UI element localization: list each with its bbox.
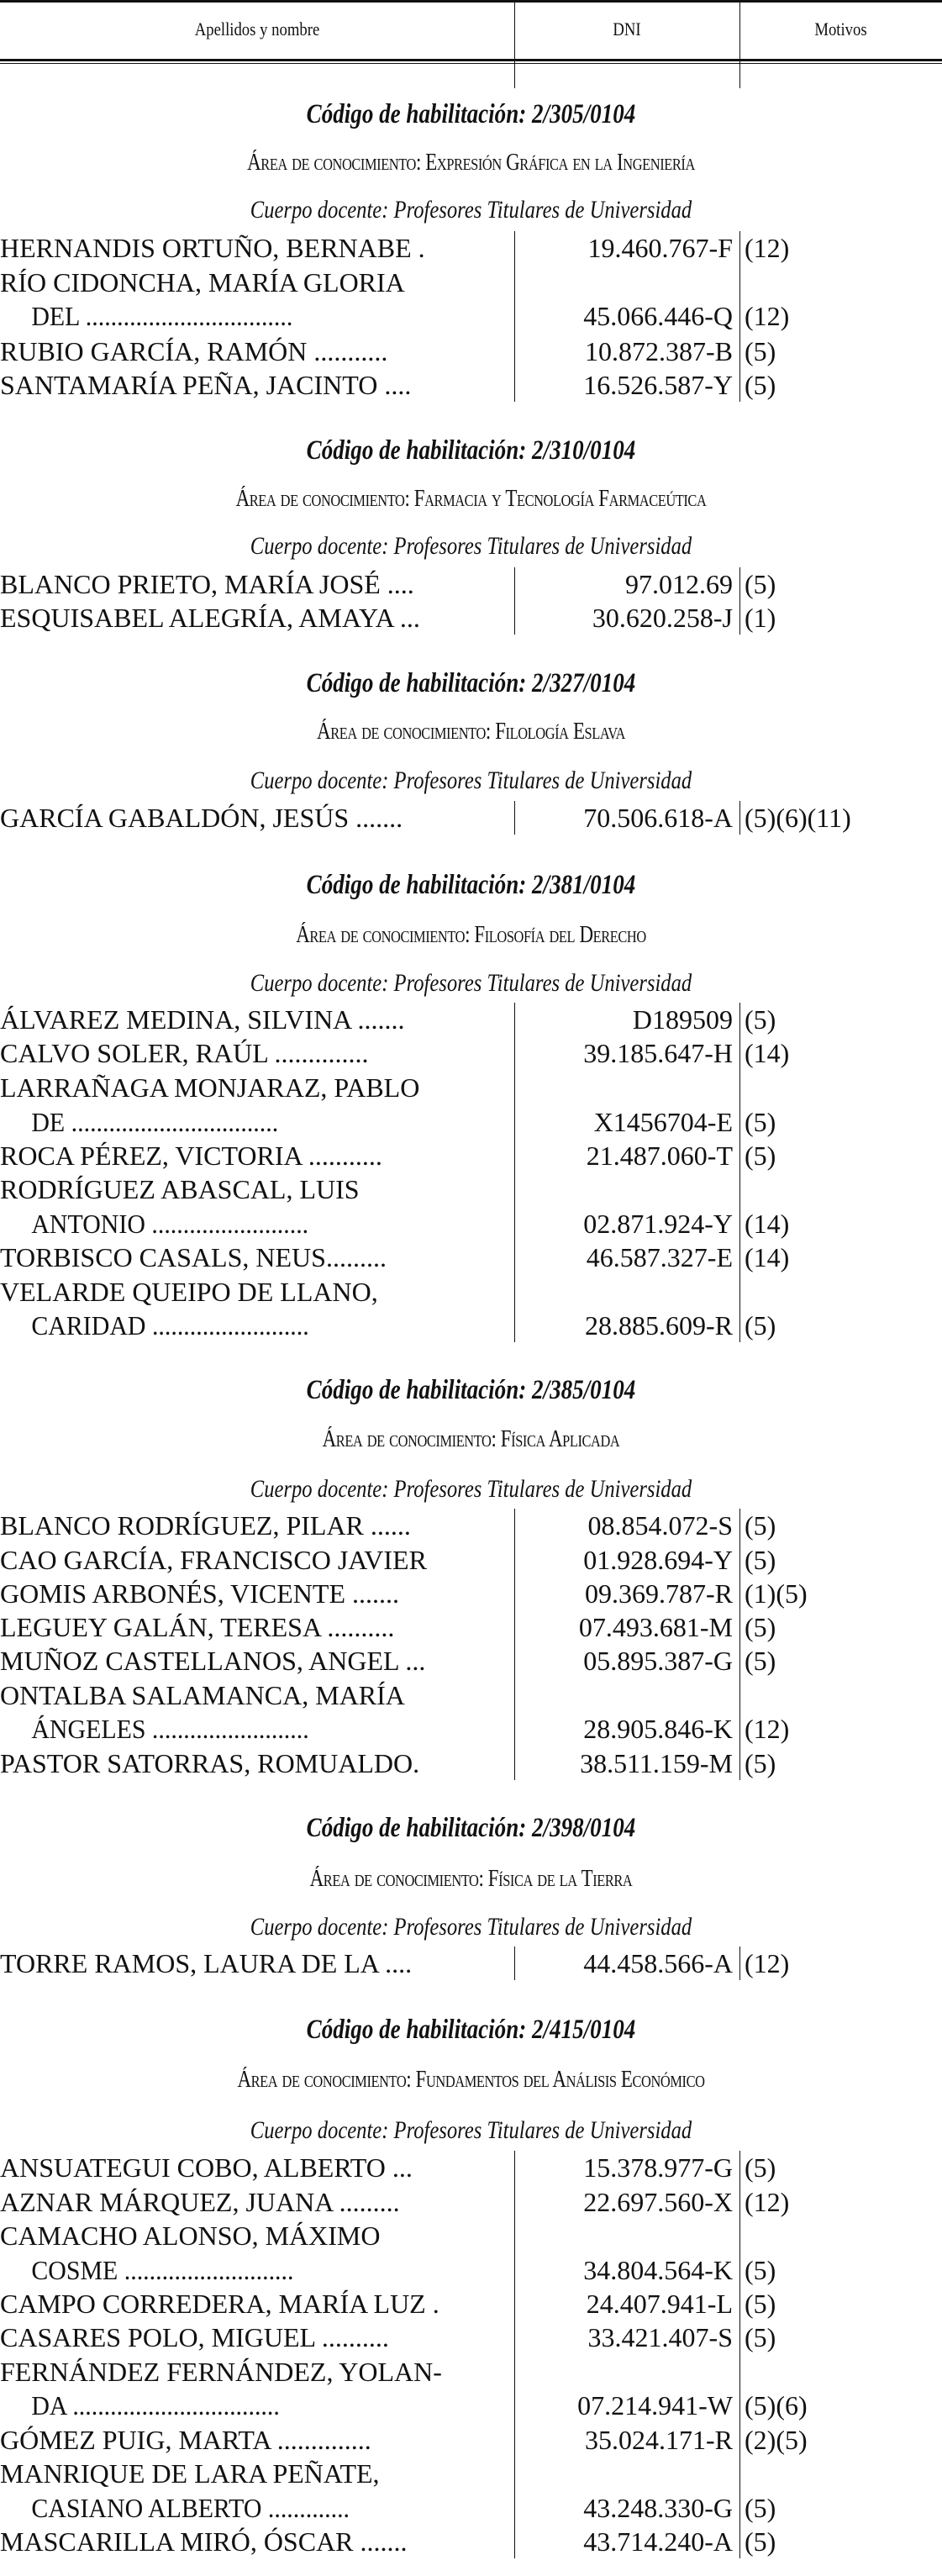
motivos-cell: (5) <box>745 1510 776 1541</box>
table-row <box>0 2287 942 2321</box>
motivos-cell: (12) <box>745 1948 790 1978</box>
motivos-cell: (5) <box>745 2493 776 2523</box>
motivos-cell: (14) <box>745 1038 790 1068</box>
dni-cell: 07.214.941-W <box>577 2390 733 2421</box>
column-header-motivos: Motivos <box>814 18 867 40</box>
section-cuerpo-heading: Cuerpo docente: Profesores Titulares de Universidad <box>250 1913 692 1941</box>
table-row <box>0 801 942 835</box>
dni-cell: 39.185.647-H <box>583 1038 733 1068</box>
dni-cell: 22.697.560-X <box>583 2187 733 2217</box>
dni-cell: 19.460.767-F <box>587 233 733 263</box>
dni-cell: 45.066.446-Q <box>583 301 733 331</box>
table-row <box>0 1207 942 1241</box>
dni-cell: 30.620.258-J <box>592 603 733 633</box>
section-codigo-heading: Código de habilitación: 2/305/0104 <box>306 99 636 129</box>
dni-cell: 38.511.159-M <box>580 1748 733 1778</box>
motivos-cell: (5)(6) <box>745 2390 808 2421</box>
name-cell: SANTAMARÍA PEÑA, JACINTO .... <box>0 370 412 400</box>
motivos-cell: (5) <box>745 1004 776 1035</box>
name-cell-continuation: ANTONIO ......................... <box>31 1209 309 1239</box>
name-cell-continuation: CASIANO ALBERTO ............. <box>31 2493 350 2523</box>
table-row <box>0 567 942 601</box>
name-cell: HERNANDIS ORTUÑO, BERNABE . <box>0 233 425 263</box>
name-cell-continuation: COSME ........................... <box>31 2255 294 2285</box>
table-row <box>0 2253 942 2287</box>
table-row <box>0 2491 942 2525</box>
dni-cell: 07.493.681-M <box>578 1612 733 1642</box>
table-row <box>0 1105 942 1139</box>
motivos-cell: (5) <box>745 1140 776 1171</box>
column-divider <box>739 1509 740 1780</box>
column-divider <box>514 231 515 402</box>
name-cell-continuation: DA ................................. <box>31 2390 280 2421</box>
section-cuerpo-heading: Cuerpo docente: Profesores Titulares de Universidad <box>250 532 692 560</box>
section-area-heading: Área de conocimiento: Filología Eslava <box>317 719 625 745</box>
table-row <box>0 1003 942 1036</box>
motivos-cell: (5) <box>745 1748 776 1778</box>
table-row <box>0 1309 942 1342</box>
column-header-dni: DNI <box>613 18 641 40</box>
motivos-cell: (5) <box>745 336 776 366</box>
name-cell: BLANCO RODRÍGUEZ, PILAR ...... <box>0 1510 411 1541</box>
table-row <box>0 2151 942 2184</box>
header-bottom-rule <box>0 59 942 61</box>
section-area-heading: Área de conocimiento: Filosofía del Derecho <box>296 922 646 948</box>
name-cell: GOMIS ARBONÉS, VICENTE ....... <box>0 1578 399 1609</box>
name-cell: CAMACHO ALONSO, MÁXIMO <box>0 2220 381 2251</box>
dni-cell: 34.804.564-K <box>583 2255 733 2285</box>
name-cell: PASTOR SATORRAS, ROMUALDO. <box>0 1748 420 1778</box>
dni-cell: 02.871.924-Y <box>583 1209 733 1239</box>
table-row <box>0 1139 942 1172</box>
table-row <box>0 2389 942 2422</box>
motivos-cell: (5) <box>745 2289 776 2319</box>
motivos-cell: (14) <box>745 1242 790 1272</box>
table-row <box>0 1610 942 1644</box>
name-cell: RÍO CIDONCHA, MARÍA GLORIA <box>0 267 405 298</box>
name-cell: ÁLVAREZ MEDINA, SILVINA ....... <box>0 1004 405 1035</box>
motivos-cell: (5) <box>745 2322 776 2352</box>
column-divider <box>514 567 515 635</box>
table-row <box>0 266 942 299</box>
dni-cell: 35.024.171-R <box>585 2425 733 2455</box>
column-divider <box>514 2151 515 2558</box>
dni-cell: 01.928.694-Y <box>583 1545 733 1575</box>
motivos-cell: (5) <box>745 2152 776 2183</box>
motivos-cell: (14) <box>745 1209 790 1239</box>
column-divider <box>514 801 515 835</box>
name-cell: GÓMEZ PUIG, MARTA .............. <box>0 2425 371 2455</box>
motivos-cell: (5) <box>745 2255 776 2285</box>
table-row <box>0 2355 942 2389</box>
section-area-heading: Área de conocimiento: Fundamentos del Análisis Económico <box>237 2067 705 2093</box>
column-header-name: Apellidos y nombre <box>194 18 320 40</box>
motivos-cell: (5) <box>745 370 776 400</box>
dni-cell: 44.458.566-A <box>583 1948 733 1978</box>
motivos-cell: (2)(5) <box>745 2425 808 2455</box>
name-cell: TORBISCO CASALS, NEUS......... <box>0 1242 387 1272</box>
column-divider <box>514 1946 515 1980</box>
dni-cell: 33.421.407-S <box>587 2322 733 2352</box>
dni-cell: 15.378.977-G <box>583 2152 733 2183</box>
motivos-cell: (5) <box>745 1612 776 1642</box>
dni-cell: 28.905.846-K <box>583 1714 733 1744</box>
table-row <box>0 1241 942 1274</box>
table-row <box>0 2525 942 2558</box>
name-cell: MUÑOZ CASTELLANOS, ANGEL ... <box>0 1646 426 1676</box>
header-bottom-rule-thin <box>0 63 942 64</box>
section-area-heading: Área de conocimiento: Farmacia y Tecnología Farmaceútica <box>235 486 707 512</box>
motivos-cell: (5) <box>745 569 776 599</box>
section-cuerpo-heading: Cuerpo docente: Profesores Titulares de Universidad <box>250 969 692 997</box>
motivos-cell: (1) <box>745 603 776 633</box>
name-cell: BLANCO PRIETO, MARÍA JOSÉ .... <box>0 569 414 599</box>
table-row <box>0 335 942 368</box>
table-row <box>0 601 942 635</box>
table-row <box>0 1509 942 1542</box>
section-area-heading: Área de conocimiento: Expresión Gráfica en la Ingeniería <box>247 150 695 176</box>
name-cell: CAO GARCÍA, FRANCISCO JAVIER <box>0 1545 427 1575</box>
table-row <box>0 1036 942 1070</box>
section-codigo-heading: Código de habilitación: 2/310/0104 <box>306 435 636 466</box>
dni-cell: 97.012.69 <box>625 569 733 599</box>
section-codigo-heading: Código de habilitación: 2/398/0104 <box>306 1813 636 1843</box>
section-area-heading: Área de conocimiento: Física Aplicada <box>322 1426 620 1452</box>
dni-cell: 28.885.609-R <box>585 1310 733 1341</box>
name-cell: AZNAR MÁRQUEZ, JUANA ......... <box>0 2187 400 2217</box>
table-row <box>0 231 942 265</box>
table-row <box>0 1275 942 1309</box>
name-cell: ESQUISABEL ALEGRÍA, AMAYA ... <box>0 603 420 633</box>
table-row <box>0 2219 942 2252</box>
motivos-cell: (5) <box>745 2526 776 2557</box>
name-cell: FERNÁNDEZ FERNÁNDEZ, YOLAN- <box>0 2357 442 2387</box>
section-codigo-heading: Código de habilitación: 2/327/0104 <box>306 668 636 698</box>
table-row <box>0 1746 942 1780</box>
motivos-cell: (5) <box>745 1646 776 1676</box>
motivos-cell: (5)(6)(11) <box>745 803 851 833</box>
dni-cell: 10.872.387-B <box>585 336 733 366</box>
section-codigo-heading: Código de habilitación: 2/385/0104 <box>306 1375 636 1405</box>
column-divider <box>739 0 740 88</box>
section-cuerpo-heading: Cuerpo docente: Profesores Titulares de Universidad <box>250 766 692 794</box>
table-row <box>0 1543 942 1577</box>
section-codigo-heading: Código de habilitación: 2/381/0104 <box>306 870 636 900</box>
table-row <box>0 1172 942 1206</box>
motivos-cell: (5) <box>745 1107 776 1137</box>
section-codigo-heading: Código de habilitación: 2/415/0104 <box>306 2015 636 2045</box>
name-cell: LEGUEY GALÁN, TERESA .......... <box>0 1612 395 1642</box>
table-row <box>0 2185 942 2219</box>
section-cuerpo-heading: Cuerpo docente: Profesores Titulares de Universidad <box>250 196 692 224</box>
section-cuerpo-heading: Cuerpo docente: Profesores Titulares de Universidad <box>250 2116 692 2144</box>
name-cell: MANRIQUE DE LARA PEÑATE, <box>0 2458 380 2489</box>
table-row <box>0 2457 942 2490</box>
name-cell: ANSUATEGUI COBO, ALBERTO ... <box>0 2152 413 2183</box>
name-cell: CAMPO CORREDERA, MARÍA LUZ . <box>0 2289 439 2319</box>
name-cell-continuation: ÁNGELES ......................... <box>31 1714 309 1744</box>
column-divider <box>739 1003 740 1342</box>
dni-cell: 16.526.587-Y <box>583 370 733 400</box>
dni-cell: 05.895.387-G <box>583 1646 733 1676</box>
name-cell: MASCARILLA MIRÓ, ÓSCAR ....... <box>0 2526 408 2557</box>
dni-cell: 43.248.330-G <box>583 2493 733 2523</box>
name-cell: CASARES POLO, MIGUEL .......... <box>0 2322 389 2352</box>
column-divider <box>739 801 740 835</box>
section-cuerpo-heading: Cuerpo docente: Profesores Titulares de Universidad <box>250 1475 692 1503</box>
name-cell: TORRE RAMOS, LAURA DE LA .... <box>0 1948 413 1978</box>
name-cell: RODRÍGUEZ ABASCAL, LUIS <box>0 1174 360 1204</box>
dni-cell: 43.714.240-A <box>583 2526 733 2557</box>
motivos-cell: (12) <box>745 301 790 331</box>
column-divider <box>739 231 740 402</box>
table-row <box>0 2423 942 2457</box>
dni-cell: 24.407.941-L <box>586 2289 733 2319</box>
dni-cell: X1456704-E <box>593 1107 733 1137</box>
motivos-cell: (12) <box>745 233 790 263</box>
name-cell: RUBIO GARCÍA, RAMÓN ........... <box>0 336 388 366</box>
table-row <box>0 1946 942 1980</box>
table-row <box>0 1678 942 1712</box>
table-row <box>0 1071 942 1104</box>
column-divider <box>514 1509 515 1780</box>
name-cell: ONTALBA SALAMANCA, MARÍA <box>0 1680 405 1710</box>
table-row <box>0 299 942 333</box>
name-cell: GARCÍA GABALDÓN, JESÚS ....... <box>0 803 403 833</box>
name-cell: CALVO SOLER, RAÚL .............. <box>0 1038 369 1068</box>
name-cell: ROCA PÉREZ, VICTORIA ........... <box>0 1140 382 1171</box>
dni-cell: 46.587.327-E <box>586 1242 733 1272</box>
section-area-heading: Área de conocimiento: Física de la Tierra <box>309 1866 633 1892</box>
motivos-cell: (12) <box>745 1714 790 1744</box>
name-cell: VELARDE QUEIPO DE LLANO, <box>0 1277 378 1307</box>
dni-cell: D189509 <box>632 1004 733 1035</box>
table-row <box>0 1644 942 1678</box>
column-divider <box>739 1946 740 1980</box>
table-row <box>0 368 942 402</box>
column-divider <box>514 0 515 88</box>
motivos-cell: (5) <box>745 1545 776 1575</box>
table-row <box>0 1712 942 1746</box>
table-row <box>0 2321 942 2354</box>
table-header <box>0 0 942 64</box>
name-cell-continuation: DEL ................................. <box>31 301 293 331</box>
dni-cell: 08.854.072-S <box>587 1510 733 1541</box>
name-cell-continuation: CARIDAD ......................... <box>31 1310 309 1341</box>
column-divider <box>739 2151 740 2558</box>
name-cell-continuation: DE ................................. <box>31 1107 279 1137</box>
column-divider <box>514 1003 515 1342</box>
table-row <box>0 1577 942 1610</box>
motivos-cell: (12) <box>745 2187 790 2217</box>
motivos-cell: (5) <box>745 1310 776 1341</box>
name-cell: LARRAÑAGA MONJARAZ, PABLO <box>0 1072 420 1103</box>
dni-cell: 70.506.618-A <box>583 803 733 833</box>
dni-cell: 09.369.787-R <box>585 1578 733 1609</box>
column-divider <box>739 567 740 635</box>
dni-cell: 21.487.060-T <box>586 1140 733 1171</box>
motivos-cell: (1)(5) <box>745 1578 808 1609</box>
